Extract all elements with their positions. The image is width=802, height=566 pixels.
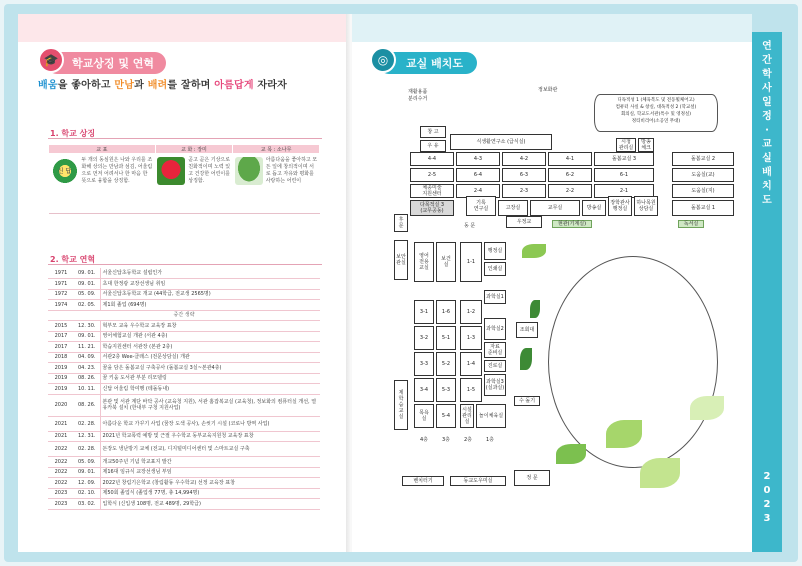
health-room: 보건 실 <box>436 242 456 282</box>
classroom: 5-1 <box>436 326 456 350</box>
history-text: 2022년 창림기은학교 (창림활동 우수학교) 선정 교육장 표창 <box>100 478 320 489</box>
history-year: 2022 <box>48 467 74 478</box>
history-year: 2021 <box>48 431 74 442</box>
history-year: 2019 <box>48 384 74 395</box>
history-row <box>48 363 320 374</box>
classroom: 3-1 <box>414 300 434 324</box>
history-date: 05. 09. <box>74 289 100 300</box>
history-date: 02. 28. <box>74 442 100 457</box>
room: 기록 연구실 <box>466 196 496 216</box>
symbols-table <box>48 144 320 214</box>
symbol-text: 곧고 곧은 기상으로 친화적이며 노력 있고 건강한 어린이를 상징함. <box>188 157 231 184</box>
classroom: 돌봄교실 2 <box>672 152 734 166</box>
back-gate: 후 문 <box>394 214 408 232</box>
side-tab-char: 치 <box>762 181 772 192</box>
side-tab-char: 도 <box>762 195 772 206</box>
room: 돌봄교실 1 <box>672 200 734 216</box>
school-emblem-icon: 신 답 <box>51 157 79 185</box>
history-date: 04. 23. <box>74 363 100 374</box>
history-row <box>48 478 320 489</box>
pine-tree-icon <box>235 157 263 185</box>
history-year: 2017 <box>48 342 74 353</box>
history-text: 초대 한정광 교장선생님 취임 <box>100 279 320 290</box>
history-year: 2022 <box>48 457 74 468</box>
leaf-decoration-icon <box>556 444 586 464</box>
history-row <box>48 431 320 442</box>
side-tab-year-digit: 2 <box>763 471 771 482</box>
floor-label: 2층 <box>464 437 473 443</box>
history-text: 영어체험교실 개관 (서관 4층) <box>100 331 320 342</box>
leaf-decoration-icon <box>640 458 680 488</box>
history-row <box>48 373 320 384</box>
history-gap: 중간 생략 <box>48 310 320 321</box>
security-room: 보안 관실 <box>394 240 408 280</box>
classroom: 2-3 <box>502 184 546 198</box>
history-text: 꿈 키움 도서관 부분 리모델링 <box>100 373 320 384</box>
school-motto: 배움을 좋아하고 만남과 배려를 잘하며 아름답게 자라자 <box>38 80 287 91</box>
symbol-text: 두 개의 동심원은 나와 우리를 조화해 상의는 만남과 섬김, 어울림으로 먼저 어려서나 한 마음 한 뜻으로 융합을 상징함. <box>81 157 153 184</box>
classroom: 1-2 <box>460 300 482 324</box>
symbol-header: 교 목 : 소나무 <box>233 145 320 154</box>
history-year: 2023 <box>48 499 74 510</box>
classroom: 6-2 <box>548 168 592 182</box>
side-tab-char: 배 <box>762 167 772 178</box>
classroom: 1-3 <box>460 326 482 350</box>
bench: 벤치터기 <box>402 476 444 486</box>
science-room: 과학실1 <box>484 290 506 304</box>
main-gate: 정 문 <box>514 470 550 486</box>
entrance: 현관(기계실) <box>552 220 592 228</box>
print-room: 인쇄실 <box>484 262 506 276</box>
bath-room: 목욕 실 <box>414 404 434 428</box>
history-text: 제16대 임규식 교장선생님 부임 <box>100 467 320 478</box>
classroom: 6-1 <box>594 168 654 182</box>
history-row <box>48 442 320 457</box>
history-year: 1971 <box>48 268 74 279</box>
history-date: 04. 09. <box>74 352 100 363</box>
classroom: 체종미술 지원센터 <box>410 184 454 198</box>
side-tab-char: 교 <box>762 139 772 150</box>
classroom: 1-1 <box>460 242 482 282</box>
history-date: 08. 26. <box>74 394 100 416</box>
side-tab-year-digit: 0 <box>763 485 771 496</box>
admin-office: 행정실 <box>484 242 506 260</box>
divider <box>48 264 322 265</box>
history-row <box>48 457 320 468</box>
history-row <box>48 499 320 510</box>
leaf-decoration-icon <box>606 420 642 448</box>
floor-label: 3층 <box>442 437 451 443</box>
leaf-decoration-icon <box>520 348 532 370</box>
floor-label: 1층 <box>486 437 495 443</box>
history-year: 2020 <box>48 394 74 416</box>
floor-label: 4층 <box>420 437 429 443</box>
symbol-header: 교 화 : 장미 <box>155 145 232 154</box>
history-date: 12. 09. <box>74 478 100 489</box>
room: 하나목원 상담실 <box>634 196 658 216</box>
history-year: 2018 <box>48 352 74 363</box>
history-date: 12. 31. <box>74 431 100 442</box>
side-tab-char: · <box>765 125 769 136</box>
history-year: 2019 <box>48 363 74 374</box>
history-row <box>48 384 320 395</box>
leaf-decoration-icon <box>522 244 546 258</box>
left-section-title-text: 학교상징 및 연혁 <box>72 57 155 70</box>
history-row <box>48 342 320 353</box>
side-tab-char: 일 <box>762 97 772 108</box>
history-date: 09. 01. <box>74 268 100 279</box>
history-year: 2019 <box>48 373 74 384</box>
english-room: 영어 전용 교실 <box>414 242 434 282</box>
history-row <box>48 394 320 416</box>
science-room: 과학실2 <box>484 318 506 340</box>
history-table <box>48 268 320 510</box>
history-heading: 2. 학교 연혁 <box>50 255 96 264</box>
history-text: 아름다운 학교 가꾸기 사업 (꿈장 도색 공사), 손씻기 시설 (코로나 방역 사업) <box>100 416 320 431</box>
history-year: 2023 <box>48 488 74 499</box>
history-date: 09. 01. <box>74 467 100 478</box>
history-text: 제1회 졸업 (694명) <box>100 300 320 311</box>
classroom: 1-5 <box>460 378 482 402</box>
room: 다목적실 3 (교무공동) <box>410 200 454 216</box>
history-text: 학습지원센터 서관장 (본관 2층) <box>100 342 320 353</box>
reading-room: 독서실 <box>678 220 704 228</box>
history-year: 1972 <box>48 289 74 300</box>
facility-room: 시설 관리실 <box>460 404 474 428</box>
history-year: 2022 <box>48 442 74 457</box>
room: 교무실 <box>530 200 580 216</box>
history-text: 2021년 학교폭력 예방 및 근절 우수학교 동부교육지원청 교육장 표창 <box>100 431 320 442</box>
symbol-text: 아름다움을 좋아하고 모든 일에 창의적이며 서로 돕고 자유와 평화를 사랑하는 어린이 <box>265 157 318 184</box>
facility-office: 시청 관리실 <box>616 138 636 152</box>
side-tab-year-digit: 2 <box>763 499 771 510</box>
classroom: 1-4 <box>460 352 482 376</box>
history-row <box>48 321 320 332</box>
classroom: 3-2 <box>414 326 434 350</box>
side-tab-char: 학 <box>762 69 772 80</box>
history-text: 신답 어울림 학여행 (테돌동내) <box>100 384 320 395</box>
classroom: 2-2 <box>548 184 592 198</box>
side-tab-char: 사 <box>762 83 772 94</box>
side-tab-year-digit: 3 <box>763 513 771 524</box>
info-building-label: 정보화관 <box>538 87 558 93</box>
history-row <box>48 279 320 290</box>
symbol-header: 교 표 <box>49 145 156 154</box>
classroom: 도움실(지) <box>672 184 734 198</box>
east-gate-label: 동 문 <box>464 223 476 229</box>
classroom: 3-3 <box>414 352 434 376</box>
classroom: 5-3 <box>436 378 456 402</box>
classroom: 1-6 <box>436 300 456 324</box>
history-year: 2017 <box>48 331 74 342</box>
classroom: 4-3 <box>456 152 500 166</box>
graduation-cap-icon: 🎓 <box>38 47 64 73</box>
material-room: 자료 준비실 <box>484 342 506 358</box>
left-header-band <box>18 14 350 42</box>
leaf-decoration-icon <box>690 396 724 420</box>
history-row <box>48 310 320 321</box>
history-row <box>48 300 320 311</box>
history-text: 제50회 졸업식 (졸업생 77명, 총 14,994명) <box>100 488 320 499</box>
history-text: 혁부모 교육 우수학교 교육장 표창 <box>100 321 320 332</box>
history-date: 02. 05. <box>74 300 100 311</box>
history-year: 2021 <box>48 416 74 431</box>
history-date: 02. 28. <box>74 416 100 431</box>
history-year: 1971 <box>48 279 74 290</box>
side-tab-char: 정 <box>762 111 772 122</box>
science-room: 과학실3 (실과실) <box>484 374 506 396</box>
history-year: 2022 <box>48 478 74 489</box>
helper-room: 동교도우미실 <box>450 476 506 486</box>
classroom: 5-4 <box>436 404 456 428</box>
classroom: 6-3 <box>502 168 546 182</box>
info-building-floor: 컴퓨터 사실 & 창실, 대독적성 2 (학교설) <box>615 105 697 110</box>
side-tab-char: 연 <box>762 41 772 52</box>
left-page <box>18 14 350 552</box>
history-row <box>48 467 320 478</box>
classroom: 4-2 <box>502 152 546 166</box>
classroom: 5-2 <box>436 352 456 376</box>
history-row <box>48 268 320 279</box>
history-year: 2015 <box>48 321 74 332</box>
history-date: 11. 21. <box>74 342 100 353</box>
history-text: 입학식 (신입생 108명, 전교 489명, 29학급) <box>100 499 320 510</box>
history-date: 03. 02. <box>74 499 100 510</box>
milk-room: 우 유 <box>420 140 446 152</box>
storage: 창 고 <box>420 126 446 138</box>
recycling-label: 재활용품 분리수거 <box>408 89 428 102</box>
history-date: 02. 10. <box>74 488 100 499</box>
career-room: 진로실 <box>484 360 506 372</box>
history-text: 개교50주년 기념 학교표지 발간 <box>100 457 320 468</box>
info-building-floor: 디독적성 1 (체육복도 및 전동휠체어고) <box>617 98 695 103</box>
history-year: 1974 <box>48 300 74 311</box>
broadcast-check: 방송 체크 <box>638 138 654 152</box>
side-tab-char: 실 <box>762 153 772 164</box>
target-icon: ◎ <box>370 47 396 73</box>
room: 고장실 <box>498 200 528 216</box>
classroom: 2-1 <box>594 184 654 198</box>
history-text: 서관2층 Wee-클래스 (전문상담실) 개관 <box>100 352 320 363</box>
friendship-bridge: 우정교 <box>506 216 542 228</box>
play-room: 놀이체육실 <box>476 404 506 428</box>
classroom: 4-4 <box>410 152 454 166</box>
history-text: 본관 및 서관 계단 바닥 공사 (교육청 지원), 서관 홈잡복교실 (교육청), 정보화의 컴퓨터실 개선, 열유카북 설치 (한내부 구청 지원사업) <box>100 394 320 416</box>
history-text: 서울신답초등학교 설립인가 <box>100 268 320 279</box>
history-row <box>48 289 320 300</box>
info-building-floor: 정티비리어(소공연 무대) <box>631 119 681 124</box>
left-section-title <box>43 52 166 74</box>
info-building-floor: 회의실, 학교도서관(특수 및 영정실) <box>620 112 692 117</box>
classroom: 4-1 <box>548 152 592 166</box>
history-date: 09. 01. <box>74 331 100 342</box>
cafeteria: 식생활연구소 (급식실) <box>450 134 552 150</box>
history-row <box>48 488 320 499</box>
classroom: 6-4 <box>456 168 500 182</box>
history-date: 05. 09. <box>74 457 100 468</box>
classroom: 돌봄교실 3 <box>594 152 654 166</box>
classroom: 도움실(교) <box>672 168 734 182</box>
symbols-heading: 1. 학교 상징 <box>50 129 96 138</box>
side-tab-char: 간 <box>762 55 772 66</box>
info-building-floors <box>594 94 718 132</box>
room: 방송실 <box>582 200 606 216</box>
right-section-title-text: 교실 배치도 <box>406 57 463 70</box>
room: 장학관사 행정실 <box>608 196 632 216</box>
history-date: 10. 11. <box>74 384 100 395</box>
classroom: 2-5 <box>410 168 454 182</box>
history-row <box>48 352 320 363</box>
right-header-band <box>352 14 752 42</box>
history-text: 꿈을 담은 돌봄교실 구축공사 (돌봄교실 3실~본관4층) <box>100 363 320 374</box>
history-date: 12. 30. <box>74 321 100 332</box>
classroom: 2-4 <box>456 184 500 198</box>
podium: 조회대 <box>516 322 538 338</box>
leaf-decoration-icon <box>530 300 540 318</box>
right-section-title <box>378 52 477 74</box>
history-date: 08. 26. <box>74 373 100 384</box>
divider <box>48 138 322 139</box>
learning-room: 제 학 습 교 실 <box>394 380 408 430</box>
history-date: 09. 01. <box>74 279 100 290</box>
rose-icon <box>157 157 185 185</box>
history-text: 돈장도 냉난방기 교체 (전교), 디지털미디어센터 및 스마트교실 구축 <box>100 442 320 457</box>
stone-monument: 수 돌기 <box>514 396 540 406</box>
history-row <box>48 416 320 431</box>
side-tab <box>752 32 782 552</box>
history-row <box>48 331 320 342</box>
classroom: 3-4 <box>414 378 434 402</box>
history-text: 서울신답초등학교 개교 (44학급, 전교생 2565명) <box>100 289 320 300</box>
